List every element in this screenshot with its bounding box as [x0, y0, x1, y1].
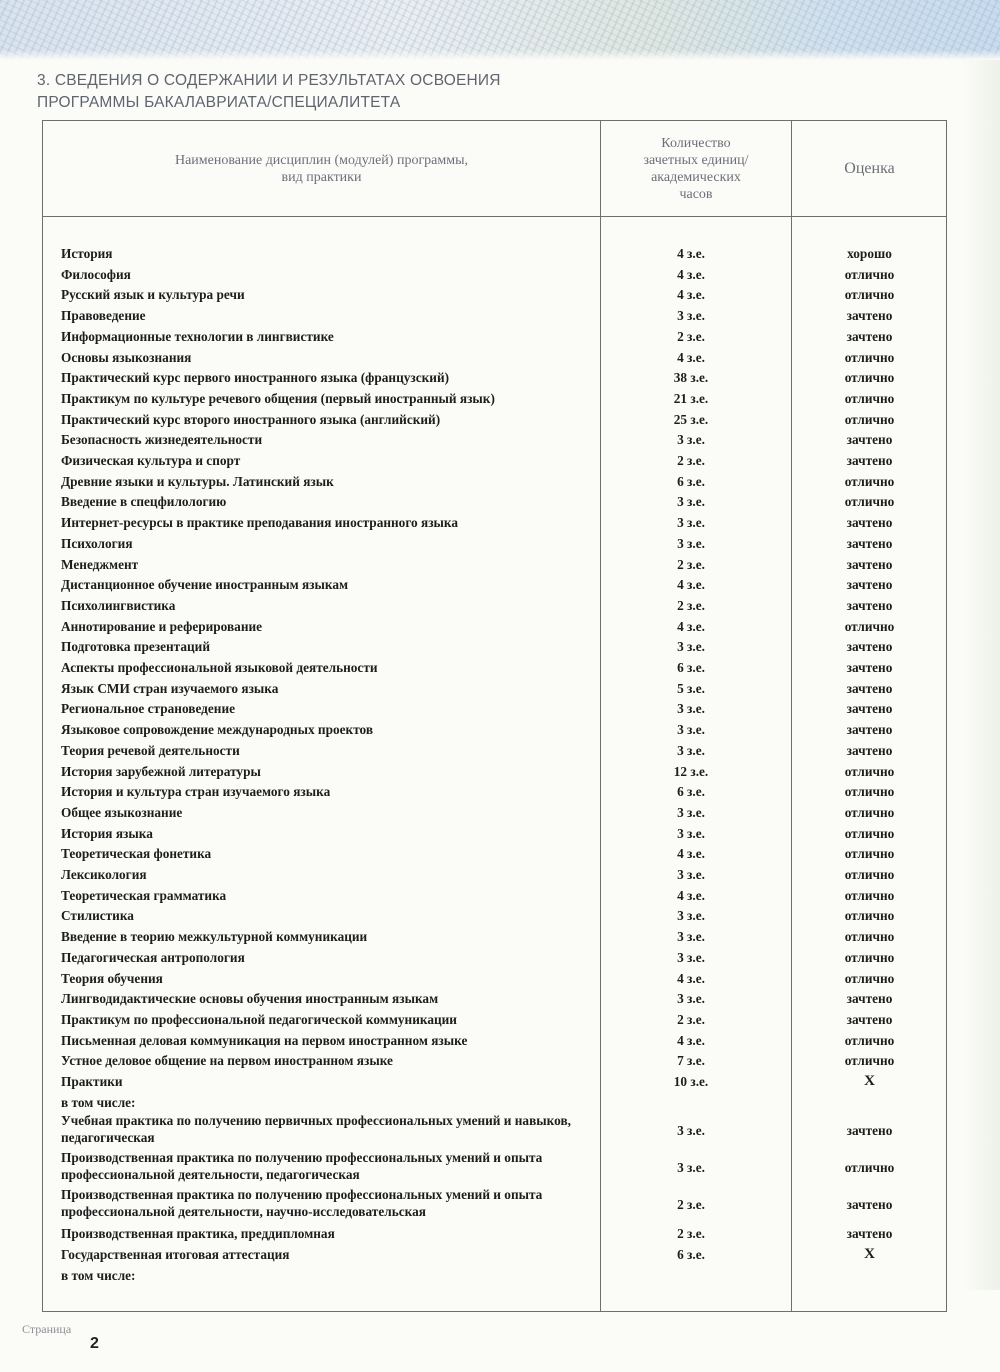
grade-value: отлично	[844, 929, 895, 945]
grade-value: зачтено	[846, 742, 893, 758]
table-row	[43, 636, 948, 657]
discipline-name: Производственная практика, преддипломная	[61, 1226, 335, 1242]
discipline-name: Язык СМИ стран изучаемого языка	[61, 680, 279, 696]
table-row	[43, 574, 948, 595]
grade-value: отлично	[844, 1160, 895, 1176]
grades-table	[42, 120, 947, 1312]
grade-value: зачтено	[846, 701, 893, 717]
grade-value: отлично	[844, 618, 895, 634]
discipline-name: Философия	[61, 266, 131, 282]
grade-value: отлично	[844, 970, 895, 986]
table-row	[43, 1050, 948, 1071]
credits-value: 3 з.е.	[677, 308, 705, 324]
grade-value: зачтено	[846, 1226, 893, 1242]
credits-value: 4 з.е.	[677, 618, 705, 634]
grade-value: отлично	[844, 287, 895, 303]
grade-value: отлично	[844, 1032, 895, 1048]
credits-value: 4 з.е.	[677, 246, 705, 261]
grade-value: хорошо	[847, 246, 892, 261]
grade-value: отлично	[844, 1053, 895, 1069]
header-credits: Количество зачетных единиц/ академических часов	[643, 135, 749, 202]
credits-value: 7 з.е.	[677, 1053, 705, 1069]
credits-value: 3 з.е.	[677, 722, 705, 738]
credits-value: 3 з.е.	[677, 535, 705, 551]
discipline-name: Введение в теорию межкультурной коммуникации	[61, 929, 368, 945]
credits-value: 3 з.е.	[677, 949, 705, 965]
credits-value: 5 з.е.	[677, 680, 705, 696]
grade-value: зачтено	[846, 1197, 893, 1213]
discipline-name: Психология	[61, 535, 133, 551]
grade-value: X	[864, 1246, 875, 1263]
discipline-name: Менеджмент	[61, 556, 139, 572]
grade-value: зачтено	[846, 535, 893, 551]
decorative-top-border	[0, 0, 1000, 60]
table-row	[43, 1092, 948, 1113]
discipline-name: Государственная итоговая аттестация	[61, 1247, 290, 1263]
grade-value: зачтено	[846, 453, 893, 468]
discipline-name: Производственная практика по получению профессиональных умений и опыта профессиональной деятельности, педагогическая	[61, 1150, 543, 1183]
discipline-name: Региональное страноведение	[61, 701, 236, 717]
grade-value: отлично	[844, 867, 895, 882]
discipline-name: История языка	[61, 825, 153, 841]
credits-value: 2 з.е.	[677, 1197, 705, 1213]
table-row	[43, 905, 948, 926]
credits-value: 6 з.е.	[677, 660, 705, 675]
credits-value: 38 з.е.	[673, 370, 709, 386]
discipline-name: Педагогическая антропология	[61, 949, 245, 965]
credits-value: 6 з.е.	[677, 1247, 705, 1263]
discipline-name: Интернет-ресурсы в практике преподавания иностранного языка	[61, 515, 459, 531]
credits-value: 4 з.е.	[677, 287, 705, 303]
table-body	[43, 121, 948, 1313]
grade-value: отлично	[844, 411, 895, 427]
grade-value: зачтено	[846, 639, 893, 655]
credits-value: 10 з.е.	[673, 1074, 709, 1089]
grade-value: зачтено	[846, 308, 893, 324]
credits-value: 3 з.е.	[677, 929, 705, 945]
discipline-name: Практический курс второго иностранного языка (английский)	[61, 411, 441, 427]
table-row	[43, 264, 948, 285]
table-row	[43, 926, 948, 947]
credits-value: 4 з.е.	[677, 266, 705, 282]
table-row	[43, 719, 948, 740]
credits-value: 2 з.е.	[677, 328, 705, 344]
table-row	[43, 1186, 948, 1224]
grade-value: зачтено	[846, 660, 893, 675]
credits-value: 6 з.е.	[677, 473, 705, 489]
table-row	[43, 1071, 948, 1092]
discipline-name: Теоретическая грамматика	[61, 887, 227, 903]
grade-value: X	[864, 1073, 875, 1089]
discipline-name: Информационные технологии в лингвистике	[61, 328, 334, 344]
grade-value: отлично	[844, 949, 895, 965]
table-row	[43, 843, 948, 864]
grade-value: отлично	[844, 784, 895, 800]
discipline-name: Подготовка презентаций	[61, 639, 210, 655]
discipline-name: Физическая культура и спорт	[61, 453, 241, 468]
grade-value: отлично	[844, 390, 895, 406]
discipline-name: История	[61, 246, 113, 261]
credits-value: 2 з.е.	[677, 597, 705, 613]
table-row	[43, 450, 948, 471]
table-row	[43, 1149, 948, 1187]
grade-value: зачтено	[846, 515, 893, 531]
discipline-name: Аспекты профессиональной языковой деятельности	[61, 660, 378, 675]
discipline-name: Письменная деловая коммуникация на первом иностранном языке	[61, 1032, 468, 1048]
credits-value: 3 з.е.	[677, 742, 705, 758]
discipline-name: Учебная практика по получению первичных профессиональных умений и навыков, педагогическая	[61, 1113, 571, 1146]
grade-value: отлично	[844, 370, 895, 386]
credits-value: 6 з.е.	[677, 784, 705, 800]
table-row	[43, 1030, 948, 1051]
table-row	[43, 491, 948, 512]
table-row	[43, 616, 948, 637]
discipline-name: Аннотирование и реферирование	[61, 618, 263, 634]
table-row	[43, 429, 948, 450]
grade-value: отлично	[844, 887, 895, 903]
discipline-name: Теория речевой деятельности	[61, 742, 240, 758]
discipline-name: Лингводидактические основы обучения иностранным языкам	[61, 991, 439, 1007]
grade-value: зачтено	[846, 432, 893, 448]
grade-value: отлично	[844, 266, 895, 282]
section-title	[37, 70, 597, 114]
discipline-name: Лексикология	[61, 867, 147, 882]
table-row	[43, 347, 948, 368]
table-row	[43, 1265, 948, 1286]
table-row	[43, 823, 948, 844]
credits-value: 4 з.е.	[677, 970, 705, 986]
table-row	[43, 698, 948, 719]
discipline-name: в том числе:	[61, 1094, 136, 1110]
credits-value: 3 з.е.	[677, 515, 705, 531]
grade-value: отлично	[844, 473, 895, 489]
table-row	[43, 1009, 948, 1030]
table-row	[43, 471, 948, 492]
table-row	[43, 988, 948, 1009]
table-row	[43, 657, 948, 678]
credits-value: 2 з.е.	[677, 1011, 705, 1027]
discipline-name: Теоретическая фонетика	[61, 846, 212, 862]
table-row	[43, 512, 948, 533]
grade-value: отлично	[844, 349, 895, 365]
discipline-name: Безопасность жизнедеятельности	[61, 432, 263, 448]
credits-value: 3 з.е.	[677, 867, 705, 882]
grade-value: зачтено	[846, 722, 893, 738]
table-row	[43, 761, 948, 782]
grade-value: отлично	[844, 763, 895, 779]
credits-value: 3 з.е.	[677, 432, 705, 448]
credits-value: 3 з.е.	[677, 701, 705, 717]
credits-value: 3 з.е.	[677, 639, 705, 655]
table-row	[43, 885, 948, 906]
grade-value: отлично	[844, 908, 895, 924]
table-row	[43, 864, 948, 885]
grade-value: зачтено	[846, 328, 893, 344]
table-row	[43, 1244, 948, 1265]
grade-value: отлично	[844, 825, 895, 841]
discipline-name: Теория обучения	[61, 970, 163, 986]
credits-value: 4 з.е.	[677, 887, 705, 903]
discipline-name: История зарубежной литературы	[61, 763, 261, 779]
table-row	[43, 802, 948, 823]
table-row	[43, 595, 948, 616]
table-row	[43, 740, 948, 761]
grade-value: зачтено	[846, 556, 893, 572]
credits-value: 3 з.е.	[677, 991, 705, 1007]
page-label: Страница	[22, 1322, 72, 1336]
grade-value: зачтено	[846, 991, 893, 1007]
credits-value: 2 з.е.	[677, 1226, 705, 1242]
credits-value: 2 з.е.	[677, 556, 705, 572]
table-row	[43, 367, 948, 388]
table-row	[43, 533, 948, 554]
discipline-name: Языковое сопровождение международных проектов	[61, 722, 374, 738]
table-row	[43, 243, 948, 264]
discipline-name: Древние языки и культуры. Латинский язык	[61, 473, 334, 489]
table-row	[43, 947, 948, 968]
discipline-name: Основы языкознания	[61, 349, 192, 365]
discipline-name: Общее языкознание	[61, 804, 183, 820]
discipline-name: Введение в спецфилологию	[61, 494, 227, 510]
page-number: 2	[90, 1335, 99, 1352]
credits-value: 4 з.е.	[677, 349, 705, 365]
header-grade: Оценка	[844, 160, 895, 177]
discipline-name: Дистанционное обучение иностранным языкам	[61, 577, 349, 593]
discipline-name: Производственная практика по получению профессиональных умений и опыта профессиональной деятельности, научно-исследовательская	[61, 1187, 543, 1220]
grade-value: отлично	[844, 846, 895, 862]
table-row	[43, 409, 948, 430]
header-discipline-name: Наименование дисциплин (модулей) программы, вид практики	[174, 152, 469, 185]
discipline-name: Практикум по культуре речевого общения (первый иностранный язык)	[61, 390, 495, 406]
discipline-name: Практикум по профессиональной педагогической коммуникации	[61, 1011, 457, 1027]
table-row	[43, 1112, 948, 1150]
grade-value: отлично	[844, 494, 895, 510]
credits-value: 25 з.е.	[673, 411, 709, 427]
discipline-name: Устное деловое общение на первом иностранном языке	[61, 1053, 393, 1069]
table-row	[43, 554, 948, 575]
credits-value: 4 з.е.	[677, 846, 705, 862]
section-title-line-2: ПРОГРАММЫ БАКАЛАВРИАТА/СПЕЦИАЛИТЕТА	[37, 94, 401, 111]
credits-value: 21 з.е.	[673, 390, 709, 406]
grade-value: зачтено	[846, 577, 893, 593]
table-row	[43, 326, 948, 347]
credits-value: 4 з.е.	[677, 1032, 705, 1048]
table-row	[43, 388, 948, 409]
discipline-name: Практики	[61, 1074, 123, 1089]
credits-value: 2 з.е.	[677, 453, 705, 468]
table-row	[43, 1223, 948, 1244]
decorative-side-strip	[962, 60, 1000, 1290]
discipline-name: Русский язык и культура речи	[61, 287, 245, 303]
grade-value: отлично	[844, 804, 895, 820]
table-row	[43, 305, 948, 326]
discipline-name: Психолингвистика	[61, 597, 176, 613]
discipline-name: История и культура стран изучаемого языка	[61, 784, 331, 800]
credits-value: 3 з.е.	[677, 494, 705, 510]
credits-value: 3 з.е.	[677, 1123, 705, 1139]
discipline-name: Стилистика	[61, 908, 134, 924]
grade-value: зачтено	[846, 680, 893, 696]
discipline-name: Практический курс первого иностранного языка (французский)	[61, 370, 450, 386]
discipline-name: Правоведение	[61, 308, 146, 324]
section-title-line-1: 3. СВЕДЕНИЯ О СОДЕРЖАНИИ И РЕЗУЛЬТАТАХ ОСВОЕНИЯ	[37, 72, 501, 89]
grade-value: зачтено	[846, 1011, 893, 1027]
table-row	[43, 678, 948, 699]
credits-value: 12 з.е.	[673, 763, 709, 779]
credits-value: 4 з.е.	[677, 577, 705, 593]
credits-value: 3 з.е.	[677, 1160, 705, 1176]
discipline-name: в том числе:	[61, 1267, 136, 1283]
credits-value: 3 з.е.	[677, 908, 705, 924]
table-row	[43, 968, 948, 989]
credits-value: 3 з.е.	[677, 804, 705, 820]
grade-value: зачтено	[846, 1123, 893, 1139]
table-row	[43, 781, 948, 802]
grade-value: зачтено	[846, 597, 893, 613]
credits-value: 3 з.е.	[677, 825, 705, 841]
table-row	[43, 284, 948, 305]
